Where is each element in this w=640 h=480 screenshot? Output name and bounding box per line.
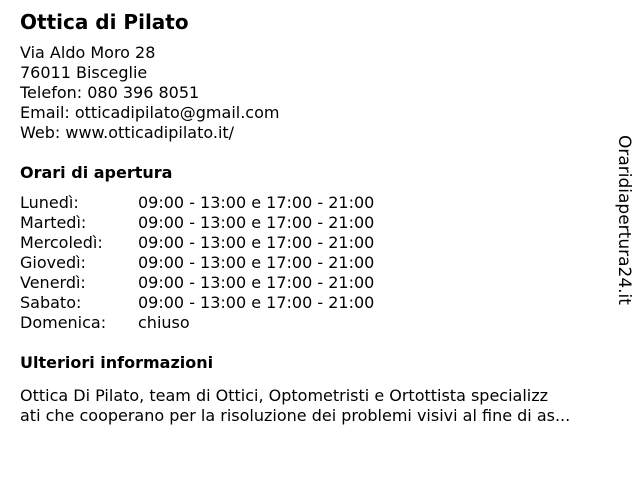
day-label: Domenica: (20, 313, 107, 332)
hours-row-wednesday (20, 233, 440, 253)
time-range: 09:00 - 13:00 e 17:00 - 21:00 (138, 193, 375, 212)
info-heading: Ulteriori informazioni (20, 353, 214, 372)
time-range: 09:00 - 13:00 e 17:00 - 21:00 (138, 253, 375, 272)
hours-heading: Orari di apertura (20, 163, 173, 182)
email-line: Email: otticadipilato@gmail.com (20, 103, 280, 122)
info-text-line: ati che cooperano per la risoluzione dei problemi visivi al fine di as... (20, 406, 571, 425)
city-line: 76011 Bisceglie (20, 63, 148, 82)
day-label: Martedì: (20, 213, 87, 232)
time-range: chiuso (138, 313, 190, 332)
phone-line: Telefon: 080 396 8051 (20, 83, 200, 102)
hours-row-sunday (20, 313, 440, 333)
web-line: Web: www.otticadipilato.it/ (20, 123, 235, 142)
info-text-line: Ottica Di Pilato, team di Ottici, Optometristi e Ortottista specializz (20, 386, 549, 405)
hours-row-friday (20, 273, 440, 293)
day-label: Giovedì: (20, 253, 86, 272)
side-brand-watermark: Oraridiapertura24.it (614, 135, 634, 305)
time-range: 09:00 - 13:00 e 17:00 - 21:00 (138, 213, 375, 232)
hours-row-thursday (20, 253, 440, 273)
day-label: Lunedì: (20, 193, 79, 212)
time-range: 09:00 - 13:00 e 17:00 - 21:00 (138, 293, 375, 312)
info-description (20, 386, 620, 426)
time-range: 09:00 - 13:00 e 17:00 - 21:00 (138, 273, 375, 292)
hours-row-saturday (20, 293, 440, 313)
hours-row-monday (20, 193, 440, 213)
time-range: 09:00 - 13:00 e 17:00 - 21:00 (138, 233, 375, 252)
business-name: Ottica di Pilato (20, 10, 189, 34)
day-label: Venerdì: (20, 273, 86, 292)
day-label: Sabato: (20, 293, 82, 312)
hours-row-tuesday (20, 213, 440, 233)
day-label: Mercoledì: (20, 233, 103, 252)
address-line: Via Aldo Moro 28 (20, 43, 156, 62)
